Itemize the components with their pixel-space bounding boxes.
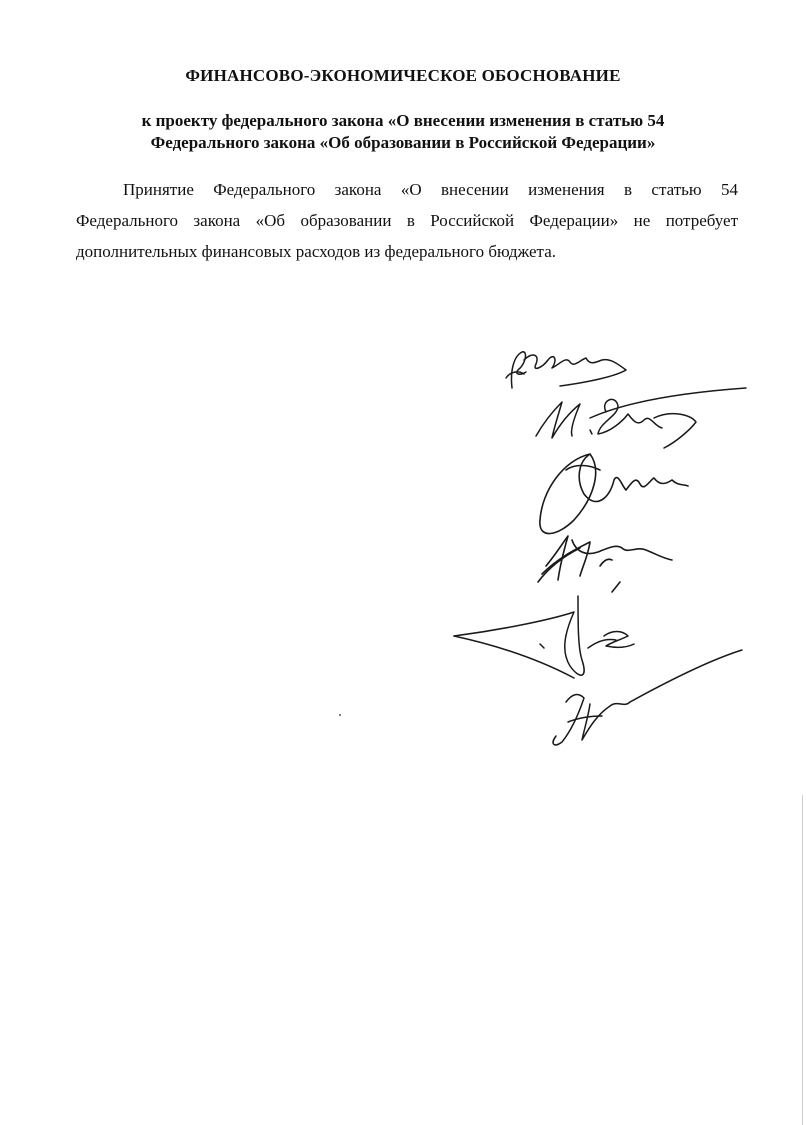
subtitle-line: к проекту федерального закона «О внесении изменения в статью 54 [141, 111, 665, 130]
signature [538, 536, 672, 592]
document-subtitle [60, 110, 746, 154]
body-line: Федерального закона «Об образовании в Российской Федерации» не потребует [76, 211, 738, 230]
document-title: ФИНАНСОВО-ЭКОНОМИЧЕСКОЕ ОБОСНОВАНИЕ [185, 66, 621, 85]
signature [536, 388, 746, 448]
signature [540, 454, 688, 534]
body-paragraph [76, 174, 738, 267]
signature-block [440, 330, 760, 770]
signature [553, 650, 742, 745]
subtitle-line: Федерального закона «Об образовании в Российской Федерации» [150, 133, 656, 152]
signature [506, 352, 626, 388]
body-line: Принятие Федерального закона «О внесении изменения в статью 54 [123, 180, 738, 199]
signature [454, 596, 634, 678]
scan-speck [339, 714, 341, 716]
body-line: дополнительных финансовых расходов из федерального бюджета. [76, 242, 556, 261]
scan-edge-line [802, 795, 803, 1125]
